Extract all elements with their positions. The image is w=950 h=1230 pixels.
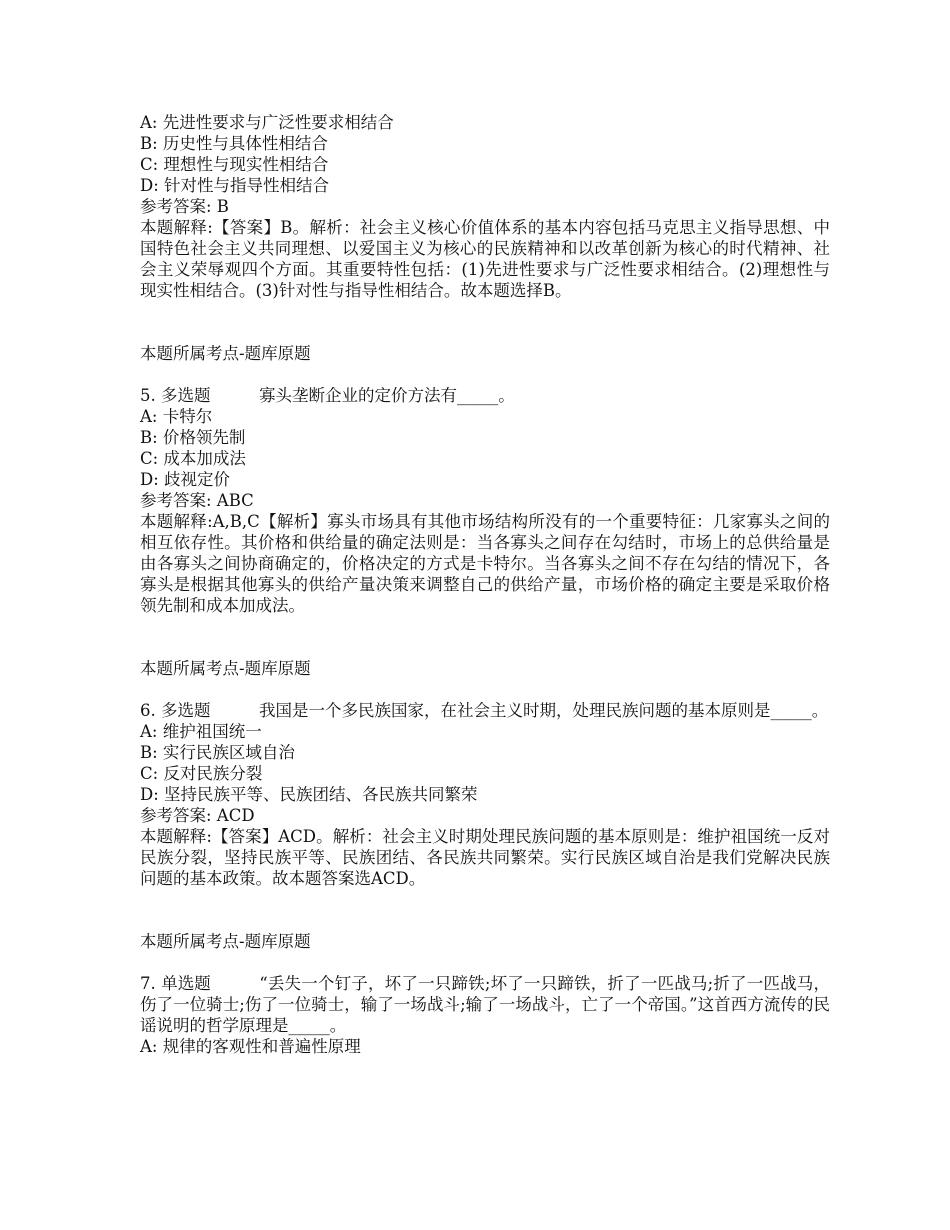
- option-b: B: 历史性与具体性相结合: [140, 134, 328, 153]
- explanation: 本题解释:A,B,C【解析】寡头市场具有其他市场结构所没有的一个重要特征：几家寡头之间的相互依存性。其价格和供给量的确定法则是：当各寡头之间存在勾结时，市场上的总供给量是由各寡头之间协商确定的，价格决定的方式是卡特尔。当各寡头之间不存在勾结的情况下，各寡头是根据其他寡头的供给产量决策来调整自己的供给产量，市场价格的确定主要是采取价格领先制和成本加成法。: [140, 512, 830, 615]
- reference-answer: 参考答案: B: [140, 197, 229, 216]
- question-stem: “丢失一个钉子，坏了一只蹄铁;坏了一只蹄铁，折了一匹战马;折了一匹战马，伤了一位骑士;伤了一位骑士，输了一场战斗;输了一场战斗，亡了一个帝国。”这首西方流传的民谣说明的哲学原理是_____。: [140, 974, 831, 1035]
- document-page: [140, 112, 830, 1057]
- question-source: 本题所属考点-题库原题: [140, 344, 311, 363]
- option-c: C: 反对民族分裂: [140, 764, 263, 783]
- question-number: 7.: [140, 974, 156, 993]
- option-c: C: 理想性与现实性相结合: [140, 155, 329, 174]
- option-a: A: 维护祖国统一: [140, 722, 262, 741]
- question-stem-line: [140, 973, 830, 1036]
- question-5: [140, 385, 830, 700]
- question-stem: 寡头垄断企业的定价方法有_____。: [259, 386, 515, 405]
- question-source: 本题所属考点-题库原题: [140, 659, 311, 678]
- option-d: D: 歧视定价: [140, 470, 231, 489]
- question-7: [140, 973, 830, 1057]
- question-6: [140, 700, 830, 973]
- option-b: B: 实行民族区域自治: [140, 743, 295, 762]
- option-b: B: 价格领先制: [140, 428, 246, 447]
- question-source: 本题所属考点-题库原题: [140, 932, 311, 951]
- question-stem: 我国是一个多民族国家，在社会主义时期，处理民族问题的基本原则是_____。: [259, 701, 829, 720]
- option-d: D: 针对性与指导性相结合: [140, 176, 330, 195]
- question-stem-line: [140, 385, 830, 406]
- reference-answer: 参考答案: ACD: [140, 806, 255, 825]
- option-d: D: 坚持民族平等、民族团结、各民族共同繁荣: [140, 785, 478, 804]
- reference-answer: 参考答案: ABC: [140, 491, 254, 510]
- option-a: A: 卡特尔: [140, 407, 213, 426]
- question-number: 6.: [140, 701, 156, 720]
- explanation: 本题解释:【答案】B。解析：社会主义核心价值体系的基本内容包括马克思主义指导思想、中国特色社会主义共同理想、以爱国主义为核心的民族精神和以改革创新为核心的时代精神、社会主义荣辱观四个方面。其重要特性包括：(1)先进性要求与广泛性要求相结合。(2)理想性与现实性相结合。(3)针对性与指导性相结合。故本题选择B。: [140, 218, 830, 300]
- option-a: A: 规律的客观性和普遍性原理: [140, 1037, 361, 1056]
- question-stem-line: [140, 700, 830, 721]
- question-type: 多选题: [161, 386, 211, 405]
- question-type: 单选题: [161, 974, 211, 993]
- option-a: A: 先进性要求与广泛性要求相结合: [140, 113, 394, 132]
- explanation: 本题解释:【答案】ACD。解析：社会主义时期处理民族问题的基本原则是：维护祖国统一反对民族分裂，坚持民族平等、民族团结、各民族共同繁荣。实行民族区域自治是我们党解决民族问题的基本政策。故本题答案选ACD。: [140, 827, 830, 888]
- question-type: 多选题: [161, 701, 211, 720]
- option-c: C: 成本加成法: [140, 449, 246, 468]
- question-4: [140, 112, 830, 385]
- question-number: 5.: [140, 386, 156, 405]
